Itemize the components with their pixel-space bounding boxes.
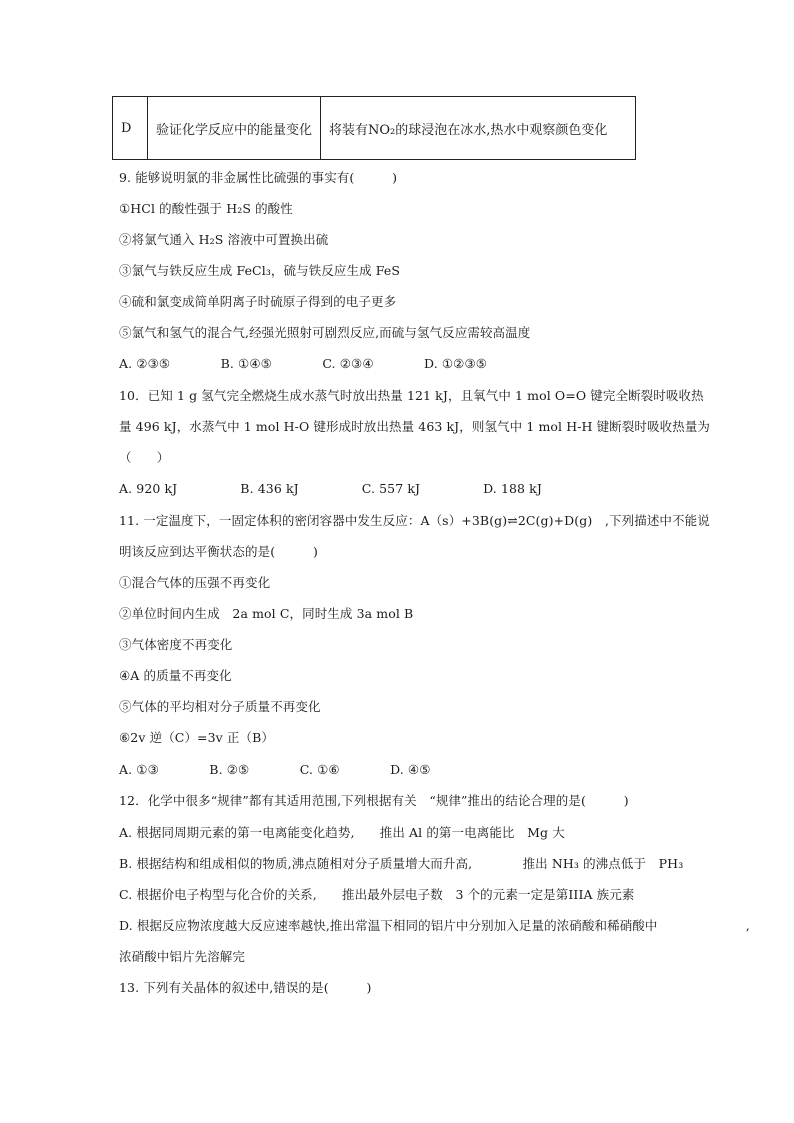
q9-statement-5: ⑤氯气和氢气的混合气,经强光照射可剧烈反应,而硫与氢气反应需较高温度 (119, 325, 531, 340)
table-cell-experiment: 验证化学反应中的能量变化 (148, 97, 321, 160)
q11-statement-5: ⑤气体的平均相对分子质量不再变化 (119, 699, 321, 714)
question-11-stem: 11. 一定温度下，一固定体积的密闭容器中发生反应：A（s）+3B(g)⇌2C(g)+D(g) ,下列描述中不能说 (119, 513, 710, 528)
q12-option-a: A. 根据同周期元素的第一电离能变化趋势, 推出 Al 的第一电离能比 Mg 大 (119, 825, 565, 840)
q12-option-c: C. 根据价电子构型与化合价的关系, 推出最外层电子数 3 个的元素一定是第IIIA 族元素 (119, 887, 635, 902)
q12-option-d: D. 根据反应物浓度越大反应速率越快,推出常温下相同的铝片中分别加入足量的浓硝酸和稀硝酸中 , (119, 918, 750, 933)
q11-options: A. ①③ B. ②⑤ C. ①⑥ D. ④⑤ (119, 762, 431, 777)
question-10-stem-cont: 量 496 kJ，水蒸气中 1 mol H-O 键形成时放出热量 463 kJ，则氢气中 1 mol H-H 键断裂时吸收热量为 (119, 419, 711, 434)
q9-statement-4: ④硫和氯变成简单阴离子时硫原子得到的电子更多 (119, 294, 397, 309)
question-10-blank: （ ） (119, 450, 170, 465)
question-9-stem: 9. 能够说明氯的非金属性比硫强的事实有( ) (119, 170, 398, 185)
question-10-stem: 10．已知 1 g 氢气完全燃烧生成水蒸气时放出热量 121 kJ，且氧气中 1 mol O=O 键完全断裂时吸收热 (119, 388, 704, 403)
q9-statement-3: ③氯气与铁反应生成 FeCl₃，硫与铁反应生成 FeS (119, 263, 401, 278)
question-13-stem: 13. 下列有关晶体的叙述中,错误的是( ) (119, 980, 372, 995)
table-cell-letter: D (113, 97, 148, 160)
question-12-stem: 12．化学中很多“规律”都有其适用范围,下列根据有关 “规律”推出的结论合理的是( ) (119, 793, 629, 808)
q10-options: A. 920 kJ B. 436 kJ C. 557 kJ D. 188 kJ (119, 481, 542, 496)
q9-options: A. ②③⑤ B. ①④⑤ C. ②③④ D. ①②③⑤ (119, 356, 488, 371)
q11-statement-4: ④A 的质量不再变化 (119, 668, 232, 683)
table-cell-operation: 将装有NO₂的球浸泡在冰水,热水中观察颜色变化 (321, 97, 636, 160)
q11-statement-3: ③气体密度不再变化 (119, 637, 233, 652)
q9-statement-2: ②将氯气通入 H₂S 溶液中可置换出硫 (119, 232, 329, 247)
q11-statement-1: ①混合气体的压强不再变化 (119, 575, 271, 590)
option-table (112, 96, 636, 160)
q9-statement-1: ①HCl 的酸性强于 H₂S 的酸性 (119, 201, 293, 216)
q11-statement-2: ②单位时间内生成 2a mol C，同时生成 3a mol B (119, 606, 414, 621)
table-row (113, 97, 636, 160)
q12-option-d-cont: 浓硝酸中铝片先溶解完 (119, 949, 246, 964)
q12-option-b: B. 根据结构和组成相似的物质,沸点随相对分子质量增大而升高, 推出 NH₃ 的沸点低于 PH₃ (119, 856, 684, 871)
q11-statement-6: ⑥2v 逆（C）=3v 正（B） (119, 730, 275, 745)
question-11-stem-cont: 明该反应到达平衡状态的是( ) (119, 544, 318, 559)
